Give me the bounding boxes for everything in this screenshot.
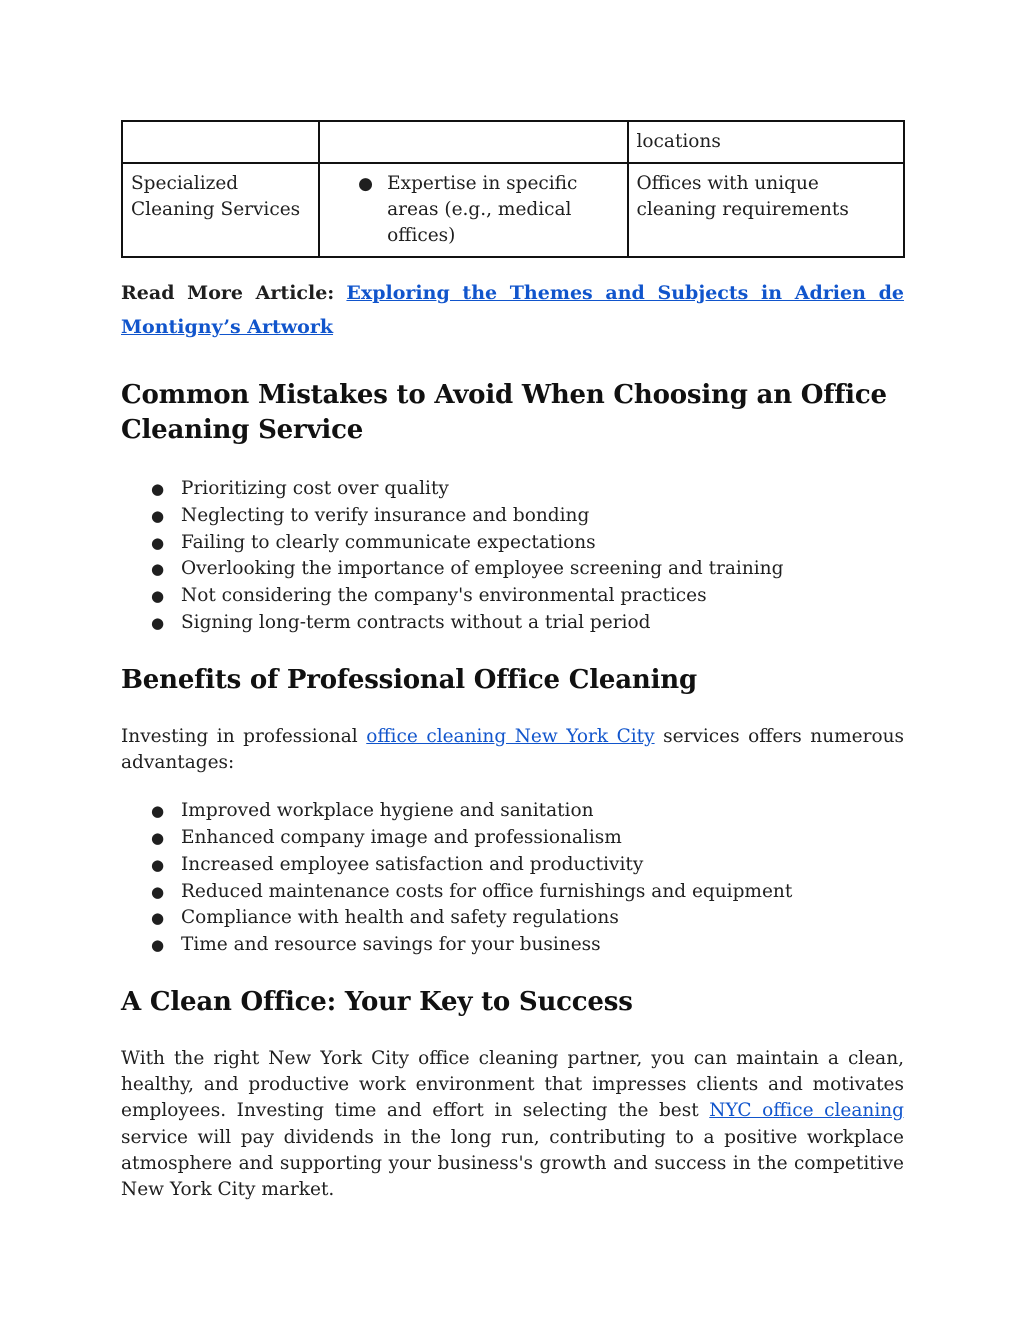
intro-text: services offers numerous advantages: xyxy=(121,725,904,773)
list-item-text: Overlooking the importance of employee screening and training xyxy=(181,558,784,580)
table-cell: Offices with unique cleaning requirements xyxy=(628,163,905,257)
bullet-icon: ● xyxy=(151,936,165,955)
list-item-text: Expertise in specific areas (e.g., medical offices) xyxy=(387,173,578,246)
bullet-icon: ● xyxy=(358,174,373,194)
bullet-icon: ● xyxy=(151,587,165,606)
list-item-text: Signing long-term contracts without a trial period xyxy=(181,611,651,633)
list-item-text: Failing to clearly communicate expectations xyxy=(181,531,596,553)
bullet-icon: ● xyxy=(151,613,165,632)
bullet-icon: ● xyxy=(151,909,165,928)
list-item-text: Prioritizing cost over quality xyxy=(181,478,449,499)
section-heading: Common Mistakes to Avoid When Choosing an Office Cleaning Service xyxy=(121,380,887,445)
list-item xyxy=(121,879,904,906)
list-item xyxy=(121,583,904,610)
bullet-icon: ● xyxy=(151,828,165,847)
bullet-icon: ● xyxy=(151,855,165,874)
read-more-link[interactable]: Exploring the Themes and Subjects in Adrien de Montigny’s Artwork xyxy=(121,282,904,338)
nyc-office-cleaning-link[interactable]: NYC office cleaning xyxy=(709,1100,904,1122)
bullet-icon: ● xyxy=(151,560,165,579)
benefits-list xyxy=(121,798,904,959)
list-item xyxy=(121,503,904,530)
list-item-text: Enhanced company image and professionalism xyxy=(181,826,622,848)
list-item-text: Improved workplace hygiene and sanitation xyxy=(181,800,594,822)
section-heading: Benefits of Professional Office Cleaning xyxy=(121,664,697,695)
list-item xyxy=(121,476,904,503)
read-more xyxy=(121,276,904,344)
list-item xyxy=(121,798,904,825)
list-item xyxy=(121,556,904,583)
table-cell: Specialized Cleaning Services xyxy=(122,163,319,257)
list-item xyxy=(121,825,904,852)
list-item-text: Compliance with health and safety regulations xyxy=(181,907,619,929)
list-item-text: Increased employee satisfaction and productivity xyxy=(181,853,644,875)
table-row xyxy=(122,121,904,163)
closing-paragraph xyxy=(121,1046,904,1203)
list-item xyxy=(328,171,618,249)
mistakes-list xyxy=(121,476,904,637)
services-table xyxy=(121,120,905,258)
list-item xyxy=(121,905,904,932)
list-item-text: Neglecting to verify insurance and bonding xyxy=(181,504,590,526)
table-cell xyxy=(122,121,319,163)
bullet-icon: ● xyxy=(151,480,165,498)
list-item xyxy=(121,610,904,637)
document-page xyxy=(121,120,904,1203)
list-item xyxy=(121,932,904,959)
list-item-text: Not considering the company's environmental practices xyxy=(181,585,707,607)
bullet-icon: ● xyxy=(151,506,165,525)
benefits-intro xyxy=(121,724,904,776)
list-item-text: Reduced maintenance costs for office furnishings and equipment xyxy=(181,880,793,902)
table-cell xyxy=(319,121,627,163)
paragraph-text: service will pay dividends in the long run, contributing to a positive workplace atmosphere and supporting your business's growth and success in the competitive New York City market. xyxy=(121,1126,904,1200)
table-cell: locations xyxy=(628,121,905,163)
intro-text: Investing in professional xyxy=(121,725,358,747)
bullet-icon: ● xyxy=(151,882,165,901)
office-cleaning-nyc-link[interactable]: office cleaning New York City xyxy=(366,725,655,747)
read-more-label: Read More Article: xyxy=(121,282,335,304)
list-item xyxy=(121,852,904,879)
bullet-icon: ● xyxy=(151,802,165,821)
table-cell xyxy=(319,163,627,257)
table-row xyxy=(122,163,904,257)
list-item xyxy=(121,530,904,557)
section-heading: A Clean Office: Your Key to Success xyxy=(121,986,633,1017)
bullet-icon: ● xyxy=(151,533,165,552)
paragraph-text: With the right New York City office cleaning partner, you can maintain a clean, healthy, and productive work environment that impresses clients and motivates employees. Investing time and effort in selecting the best xyxy=(121,1047,904,1122)
list-item-text: Time and resource savings for your business xyxy=(181,934,601,956)
